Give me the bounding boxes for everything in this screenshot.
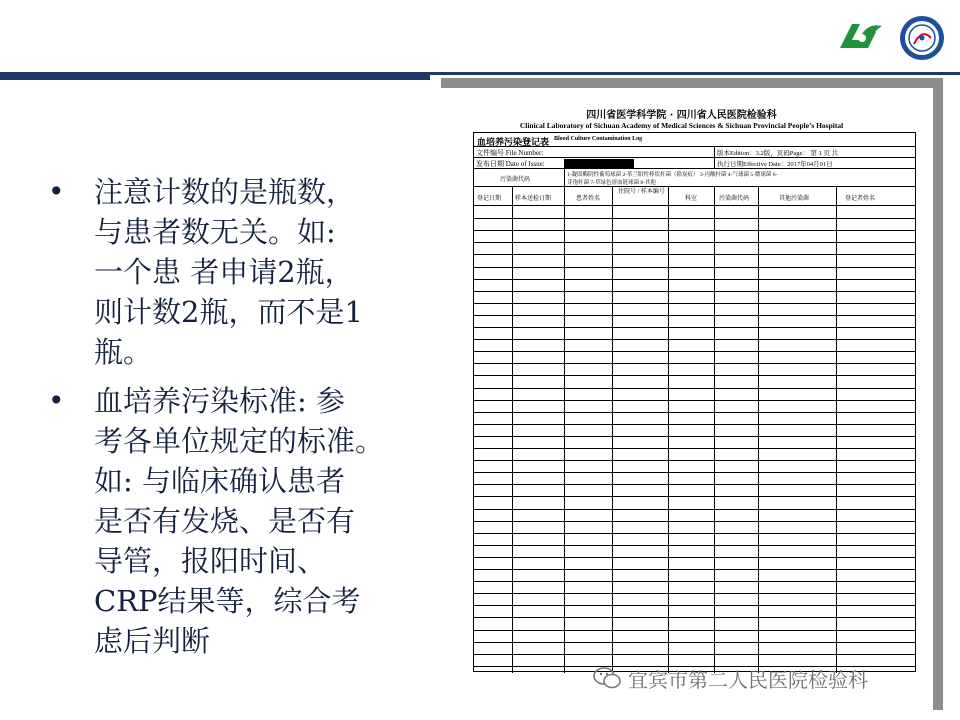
grid-row-line [474,388,915,389]
grid-row-line [474,484,915,485]
grid-row-line [474,339,915,340]
code-legend-row [474,169,915,187]
form-title-en: Blood Culture Contamination Log [554,136,643,142]
grid-row-line [474,642,915,643]
wechat-watermark [592,662,868,694]
grid-row-line [474,436,915,437]
bullet-line: 瓶。 [94,335,153,369]
effective-date-label: 执行日期Effective Date：2017年04月01日 [717,161,833,168]
grid-row-line [474,267,915,268]
bullet-line: 是否有发烧、是否有 [94,504,356,538]
grid-column-line [668,187,669,673]
title-row [474,133,915,147]
title-bar-thin [430,72,960,75]
grid-row-line [474,569,915,570]
redaction-bar [564,159,634,168]
grid-row-line [474,375,915,376]
grid-row-line [474,448,915,449]
bullet-line: 一个患 者申请2瓶， [94,255,354,289]
bullet-line: 如: 与临床确认患者 [94,464,345,498]
grid-row-line [474,654,915,655]
grid-column-line [836,187,837,673]
grid-row-line [474,242,915,243]
form-header-en: Clinical Laboratory of Sichuan Academy of Medical Sciences & Sichuan Provincial People’s Hospital [519,121,844,130]
edition-label: 版本Edition：3.2版，页码Page： 第 1 页 共 [717,150,839,157]
bullet-line: CRP结果等，综合考 [94,584,361,618]
column-header: 登记日期 [477,196,502,202]
grid-row-line [474,545,915,546]
grid-column-line [714,187,715,673]
bullet-item [48,381,418,661]
watermark-text: 宜宾市第二人民医院检验科 [628,667,868,692]
column-header: 住院号 / 样本编号 [618,189,665,195]
column-header-row [474,187,915,206]
grid-row-line [474,472,915,473]
grid-row-line [474,630,915,631]
grid-row-line [474,351,915,352]
grid-row-line [474,363,915,364]
grid-row-line [474,412,915,413]
code-legend-text: 芽孢杆菌 7-草绿色溶血链球菌 8-其他 [567,180,656,186]
grid-row-line [474,218,915,219]
bullet-dot-icon: • [48,384,65,417]
bullet-line: 与患者数无关。如: [94,215,336,249]
grid-column-line [612,187,613,673]
grid-column-line [564,187,565,673]
form-title: 血培养污染登记表 [477,138,550,148]
bullet-list [48,172,418,670]
column-header: 污染菌代码 [719,196,750,202]
grid-column-line [512,187,513,673]
table-divider [714,158,715,169]
column-header: 科室 [685,196,698,202]
grid-row-line [474,279,915,280]
grid-row-line [474,521,915,522]
grid-row-line [474,509,915,510]
issue-date-row [474,158,915,169]
file-number-label: 文件编号 File Number: [476,149,544,157]
column-header: 患者姓名 [576,196,601,202]
column-header: 样本送检日期 [515,196,552,202]
grid-row-line [474,605,915,606]
bullet-line: 则计数2瓶，而不是1 [94,295,363,329]
grid-row-line [474,617,915,618]
column-header: 其他污染菌 [779,196,810,202]
bullet-dot-icon: • [48,175,65,208]
grid-row-line [474,581,915,582]
wechat-icon [592,665,622,691]
scanned-form [430,88,933,710]
grid-column-line [758,187,759,673]
table-divider [564,169,565,187]
grid-row-line [474,303,915,304]
code-legend-text: 1-凝固酶阴性葡萄球菌 2-革兰阳性棒状杆菌（除炭疽） 3-丙酸杆菌 4-气球菌 5-微球菌 6- [567,172,778,178]
grid-row-line [474,327,915,328]
grid-row-line [474,424,915,425]
form-header-cn: 四川省医学科学院 · 四川省人民医院检验科 [586,110,777,121]
grid-row-line [474,400,915,401]
grid-row-line [474,315,915,316]
grid-row-line [474,496,915,497]
grid-row-line [474,593,915,594]
bullet-item [48,172,418,372]
bullet-line: 注意计数的是瓶数， [94,175,356,209]
bullet-line: 虑后判断 [94,624,211,658]
hospital-logo-icon [838,18,884,50]
grid-row-line [474,460,915,461]
log-table [473,132,916,672]
grid-row-line [474,533,915,534]
grid-row-line [474,230,915,231]
grid-row-line [474,254,915,255]
bullet-line: 考各单位规定的标准。 [94,424,385,458]
grid-row-line [474,291,915,292]
grid-row-line [474,557,915,558]
title-bar [0,72,430,80]
code-legend-label: 污染菌代码 [500,177,531,183]
column-header: 登记者姓名 [845,196,876,202]
table-divider [714,147,715,158]
bullet-line: 血培养污染标准: 参 [94,384,345,418]
file-number-row [474,147,915,158]
issue-date-label: 发布日期 Date of Issue: [476,160,545,168]
university-seal-icon [898,14,946,62]
bullet-line: 导管，报阳时间、 [94,544,327,578]
